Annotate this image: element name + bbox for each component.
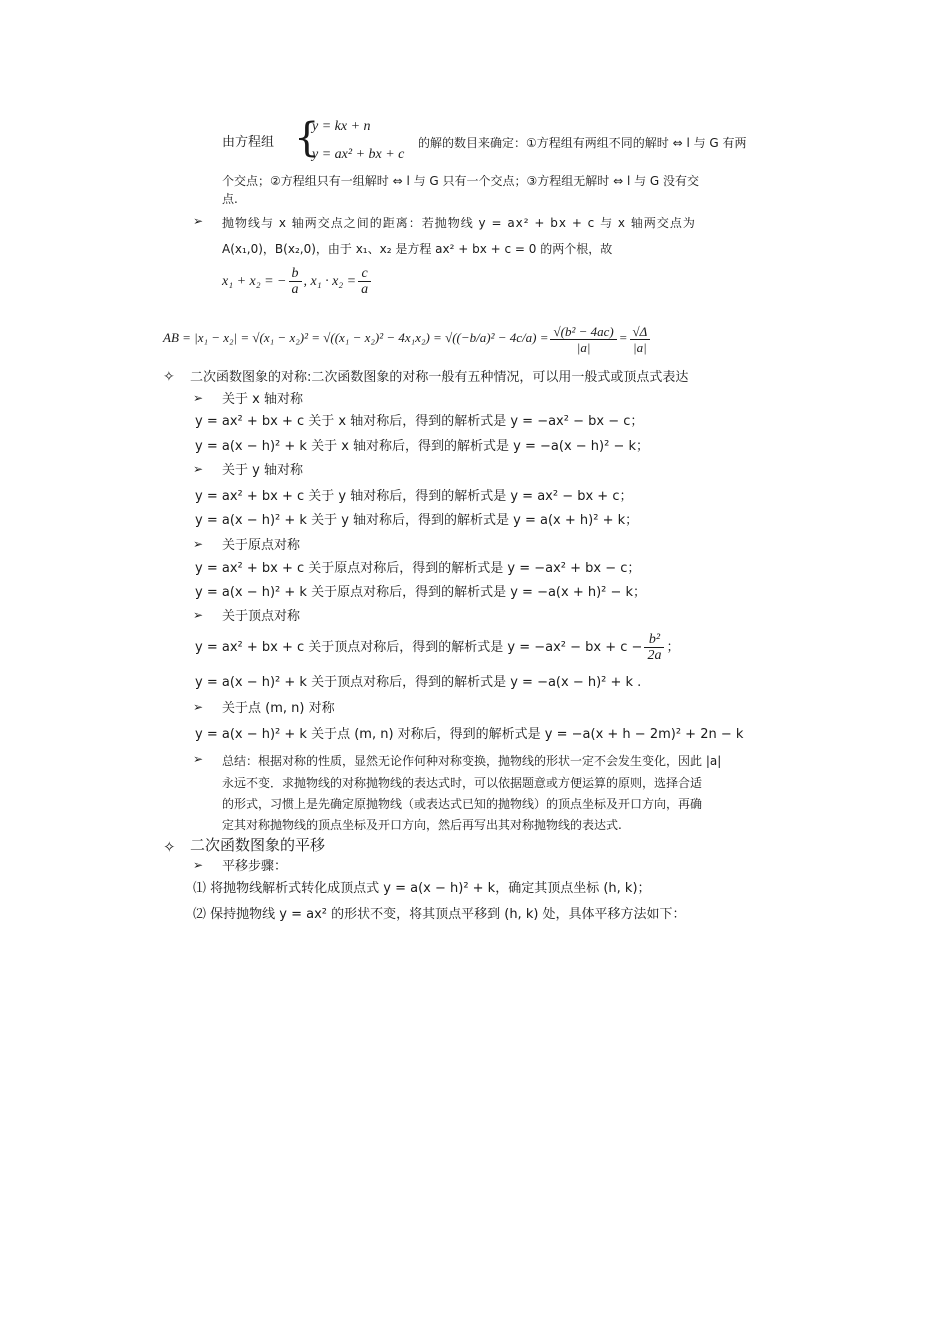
vertex-title: 关于顶点对称 xyxy=(222,609,301,624)
x-axis-title: 关于 x 轴对称 xyxy=(222,392,303,407)
ab-frac2-den: |a| xyxy=(633,339,647,355)
x-axis-rule-2: y = a(x − h)² + k 关于 x 轴对称后，得到的解析式是 y = −a(x − h)² − k； xyxy=(195,439,650,454)
symmetry-heading: 二次函数图象的对称:二次函数图象的对称一般有五种情况，可以用一般式或顶点式表达 xyxy=(190,370,689,385)
intro-line-3: 点. xyxy=(222,192,238,206)
arrow-bullet-icon: ➢ xyxy=(193,752,204,766)
arrow-bullet-icon: ➢ xyxy=(193,700,204,714)
intro-line-1: 的解的数目来确定：①方程组有两组不同的解时 ⇔ l 与 G 有两 xyxy=(418,136,747,150)
ab-distance-formula xyxy=(163,320,652,356)
ab-formula-main: AB = |x₁ − x₂| = √(x₁ − x₂)² = √((x₁ − x₂)² − 4x₁x₂) = √((−b/a)² − 4c/a) = xyxy=(163,330,549,345)
vertex-frac-den: 2a xyxy=(647,648,662,663)
intro-line-2: 个交点；②方程组只有一组解时 ⇔ l 与 G 只有一个交点；③方程组无解时 ⇔ l 与 G 没有交 xyxy=(222,174,700,188)
summary-line-1: 总结：根据对称的性质，显然无论作何种对称变换，抛物线的形状一定不会发生变化，因此 |a| xyxy=(222,754,722,768)
arrow-bullet-icon: ➢ xyxy=(193,858,204,872)
ab-frac2-num: √Δ xyxy=(630,324,651,340)
ab-fraction-1 xyxy=(550,324,616,355)
point-rule-1: y = a(x − h)² + k 关于点 (m, n) 对称后，得到的解析式是 y = −a(x + h − 2m)² + 2n − k xyxy=(195,727,744,742)
vieta-formula xyxy=(222,264,373,300)
arrow-bullet-icon: ➢ xyxy=(193,391,204,405)
ab-frac1-num: √(b² − 4ac) xyxy=(550,324,616,340)
origin-rule-1: y = ax² + bx + c 关于原点对称后，得到的解析式是 y = −ax² + bx − c； xyxy=(195,561,641,576)
distance-line-1: 抛物线与 x 轴两交点之间的距离：若抛物线 y = ax² + bx + c 与 x 轴两交点为 xyxy=(222,216,696,230)
translation-step-2: ⑵ 保持抛物线 y = ax² 的形状不变，将其顶点平移到 (h, k) 处，具体平移方法如下： xyxy=(193,907,686,922)
vertex-frac-num: b² xyxy=(644,632,664,648)
y-axis-rule-2: y = a(x − h)² + k 关于 y 轴对称后，得到的解析式是 y = a(x + h)² + k； xyxy=(195,513,639,528)
y-axis-title: 关于 y 轴对称 xyxy=(222,463,303,478)
summary-line-4: 定其对称抛物线的顶点坐标及开口方向，然后再写出其对称抛物线的表达式. xyxy=(222,818,622,832)
system-eq-1: y = kx + n xyxy=(312,119,371,134)
arrow-bullet-icon: ➢ xyxy=(193,214,204,228)
ab-equals: = xyxy=(618,330,628,345)
system-eq-2: y = ax² + bx + c xyxy=(312,147,405,162)
vieta-prod-fraction xyxy=(358,266,371,297)
ab-frac1-den: |a| xyxy=(576,339,591,355)
origin-title: 关于原点对称 xyxy=(222,538,301,553)
system-brace: { xyxy=(294,115,320,161)
translation-heading: 二次函数图象的平移 xyxy=(190,836,326,854)
diamond-bullet-icon: ✧ xyxy=(163,369,175,385)
intro-prefix: 由方程组 xyxy=(222,135,275,150)
vieta-sum-num: b xyxy=(289,266,302,282)
ab-fraction-2 xyxy=(630,324,651,355)
origin-rule-2: y = a(x − h)² + k 关于原点对称后，得到的解析式是 y = −a(x + h)² − k； xyxy=(195,585,647,600)
y-axis-rule-1: y = ax² + bx + c 关于 y 轴对称后，得到的解析式是 y = ax² − bx + c； xyxy=(195,489,633,504)
vieta-sum-fraction xyxy=(289,266,302,297)
vieta-sum: x₁ + x₂ = − xyxy=(222,274,287,289)
distance-line-2: A(x₁,0)，B(x₂,0)，由于 x₁、x₂ 是方程 ax² + bx + c = 0 的两个根，故 xyxy=(222,242,613,256)
vieta-prod-num: c xyxy=(358,266,371,282)
arrow-bullet-icon: ➢ xyxy=(193,608,204,622)
point-title: 关于点 (m, n) 对称 xyxy=(222,701,335,716)
vertex-rule-1-end: ； xyxy=(666,640,680,655)
summary-line-2: 永远不变．求抛物线的对称抛物线的表达式时，可以依据题意或方便运算的原则，选择合适 xyxy=(222,776,703,790)
arrow-bullet-icon: ➢ xyxy=(193,537,204,551)
vertex-rule-2: y = a(x − h)² + k 关于顶点对称后，得到的解析式是 y = −a(x − h)² + k . xyxy=(195,675,642,690)
vieta-prod-den: a xyxy=(361,282,369,298)
diamond-bullet-icon: ✧ xyxy=(163,838,176,856)
vertex-rule-1 xyxy=(195,630,679,666)
summary-line-3: 的形式，习惯上是先确定原抛物线（或表达式已知的抛物线）的顶点坐标及开口方向，再确 xyxy=(222,797,703,811)
vertex-rule-1-fraction xyxy=(644,632,664,663)
translation-steps-title: 平移步骤： xyxy=(222,859,288,874)
x-axis-rule-1: y = ax² + bx + c 关于 x 轴对称后，得到的解析式是 y = −ax² − bx − c； xyxy=(195,414,644,429)
vieta-sum-den: a xyxy=(291,282,299,298)
arrow-bullet-icon: ➢ xyxy=(193,462,204,476)
vertex-rule-1-text: y = ax² + bx + c 关于顶点对称后，得到的解析式是 y = −ax² − bx + c − xyxy=(195,640,643,655)
translation-step-1: ⑴ 将抛物线解析式转化成顶点式 y = a(x − h)² + k，确定其顶点坐标 (h, k)； xyxy=(193,881,651,896)
vieta-prod: , x₁ · x₂ = xyxy=(303,274,357,289)
